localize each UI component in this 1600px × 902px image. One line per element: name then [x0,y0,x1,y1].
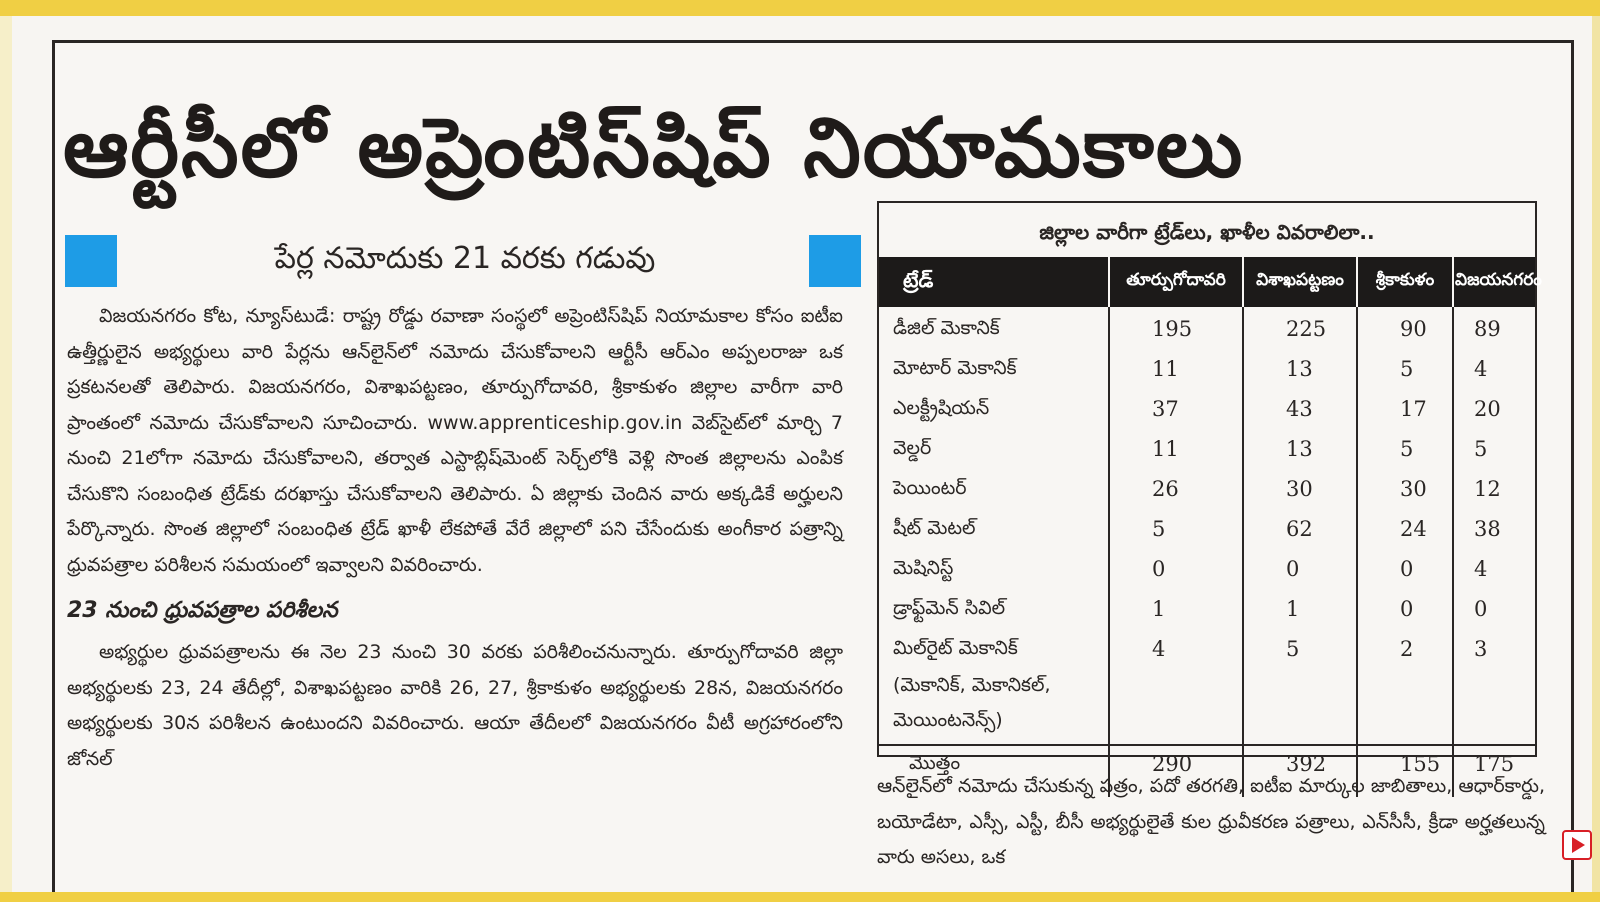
table-cell: 37 [1109,394,1243,434]
table-cell: 4 [1474,357,1488,381]
table-cell: 26 [1109,474,1243,514]
total-cell: 392 [1243,745,1357,797]
news-clipping [52,40,1574,900]
table-cell: 17 [1357,394,1453,434]
table-cell: 5 [1357,434,1453,474]
total-cell: 155 [1357,745,1453,797]
table-cell: 195 [1109,307,1243,354]
subsection-title: 23 నుంచి ధ్రువపత్రాల పరిశీలన [67,598,338,623]
article-body [67,299,843,777]
table-row [879,554,1535,594]
table-cell: 5 [1109,514,1243,554]
table-cell: 24 [1357,514,1453,554]
table-cell: 4 [1109,634,1243,674]
table-row [879,474,1535,514]
table-row-note [879,709,1535,745]
trade-note: మెయింటనెన్స్) [879,709,1109,745]
total-cell: 175 [1453,745,1535,797]
trade-name: షీట్ మెటల్ [879,514,1109,554]
subheadline: పేర్ల నమోదుకు 21 వరకు గడువు [274,241,656,276]
table-cell: 13 [1243,354,1357,394]
trade-name: ఎలక్ట్రీషియన్ [879,394,1109,434]
table-cell: 3 [1474,637,1488,661]
trade-name: మిల్‌రైట్ మెకానిక్ [879,634,1109,674]
vacancy-table [879,257,1542,797]
table-cell: 30 [1357,474,1453,514]
table-title: జిల్లాల వారీగా ట్రేడ్‌లు, ఖాళీల వివరాలిలా.. [1039,220,1375,244]
table-cell: 0 [1474,597,1488,621]
column-header: ట్రేడ్ [879,257,1109,307]
article-paragraph: విజయనగరం కోట, న్యూస్‌టుడే: రాష్ట్ర రోడ్డు రవాణా సంస్థలో అప్రెంటిస్‌షిప్ నియామకాల కోసం ఐటీఐ ఉత్తీర్ణులైన అభ్యర్థులు వారి పేర్లను ఆన్‌లైన్‌లో నమోదు చేసుకోవాలని ఆర్టీసీ ఆర్‌ఎం అప్పలరాజు ఒక ప్రకటనలతో తెలిపారు. విజయనగరం, విశాఖపట్టణం, తూర్పుగోదావరి, శ్రీకాకుళం జిల్లాల వారీగా వారి ప్రాంతంలో నమోదు చేసుకోవాలని సూచించారు. www.apprenticeship.gov.in వెబ్‌సైట్‌లో మార్చి 7 నుంచి 21లోగా నమోదు చేసుకోవాలని, తర్వాత ఎస్టాబ్లిష్‌మెంట్ సెర్చ్‌లోకి వెళ్లి సొంత జిల్లాలను ఎంపిక చేసుకొని సంబంధిత ట్రేడ్‌కు దరఖాస్తు చేసుకోవాలని తెలిపారు. ఏ జిల్లాకు చెందిన వారు అక్కడికే అర్హులని పేర్కొన్నారు. సొంత జిల్లాలో సంబంధిత ట్రేడ్ ఖాళీ లేకపోతే వేరే జిల్లాలో పని చేసేందుకు అంగీకార పత్రాన్ని ధ్రువపత్రాల పరిశీలన సమయంలో ఇవ్వాలని వివరించారు. [67,305,843,576]
trade-name: మోటార్ మెకానిక్ [879,354,1109,394]
column-header: విశాఖపట్టణం [1243,257,1357,307]
table-cell: 0 [1243,554,1357,594]
total-cell: 290 [1109,745,1243,797]
table-cell: 5 [1243,634,1357,674]
blue-square-icon [809,235,861,287]
table-cell: 1 [1109,594,1243,634]
column-header: తూర్పుగోదావరి [1109,257,1243,307]
column-header: శ్రీకాకుళం [1357,257,1453,307]
table-row [879,594,1535,634]
blue-square-icon [65,235,117,287]
table-cell: 225 [1243,307,1357,354]
total-label: మొత్తం [879,745,1109,797]
table-cell: 0 [1109,554,1243,594]
table-cell: 2 [1357,634,1453,674]
table-row [879,307,1535,354]
column-header: విజయనగరం [1453,257,1535,307]
table-row [879,434,1535,474]
table-header-row [879,257,1535,307]
table-row-note [879,674,1535,709]
table-cell: 5 [1357,354,1453,394]
table-cell: 5 [1474,437,1488,461]
table-cell: 90 [1357,307,1453,354]
table-cell: 1 [1243,594,1357,634]
table-cell: 30 [1243,474,1357,514]
table-row [879,634,1535,674]
trade-name: డీజిల్ మెకానిక్ [879,307,1109,354]
table-cell: 4 [1474,557,1488,581]
trade-name: మెషినిస్ట్ [879,554,1109,594]
article-continuation [877,769,1545,876]
play-icon[interactable] [1562,830,1592,860]
trade-note: (మెకానిక్, మెకానికల్, [879,674,1109,709]
vacancy-table-box [877,201,1542,776]
table-row [879,354,1535,394]
article-paragraph: ఆన్‌లైన్‌లో నమోదు చేసుకున్న పత్రం, పదో తరగతి, ఐటీఐ మార్కుల జాబితాలు, ఆధార్‌కార్డు, బయోడేటా, ఎస్సీ, ఎస్టీ, బీసీ అభ్యర్థులైతే కుల ధ్రువీకరణ పత్రాలు, ఎన్‌సీసీ, క్రీడా అర్హతలున్న వారు అసలు, ఒక [877,775,1545,868]
trade-name: వెల్డర్ [879,434,1109,474]
table-cell: 38 [1474,517,1501,541]
table-cell: 0 [1357,554,1453,594]
table-cell: 89 [1474,317,1501,341]
article-paragraph: అభ్యర్థుల ధ్రువపత్రాలను ఈ నెల 23 నుంచి 30 వరకు పరిశీలించనున్నారు. తూర్పుగోదావరి జిల్లా అభ్యర్థులకు 23, 24 తేదీల్లో, విశాఖపట్టణం వారికి 26, 27, శ్రీకాకుళం అభ్యర్థులకు 28న, విజయనగరం అభ్యర్థులకు 30న పరిశీలన ఉంటుందని వివరించారు. ఆయా తేదీలలో విజయనగరం వీటీ అగ్రహారంలోని జోనల్ [67,641,843,770]
table-row [879,514,1535,554]
table-cell: 0 [1357,594,1453,634]
trade-name: డ్రాఫ్ట్‌మెన్ సివిల్ [879,594,1109,634]
table-cell: 62 [1243,514,1357,554]
trade-name: పెయింటర్ [879,474,1109,514]
bottom-border [0,892,1600,902]
table-cell: 43 [1243,394,1357,434]
headline: ఆర్టీసీలో అప్రెంటిస్‌షిప్ నియామకాలు [63,101,1245,196]
table-row [879,394,1535,434]
table-cell: 20 [1474,397,1501,421]
table-cell: 12 [1474,477,1501,501]
subheadline-row [65,229,861,285]
top-border [0,0,1600,16]
table-cell: 11 [1109,434,1243,474]
table-cell: 11 [1109,354,1243,394]
table-cell: 13 [1243,434,1357,474]
left-margin [0,16,12,892]
